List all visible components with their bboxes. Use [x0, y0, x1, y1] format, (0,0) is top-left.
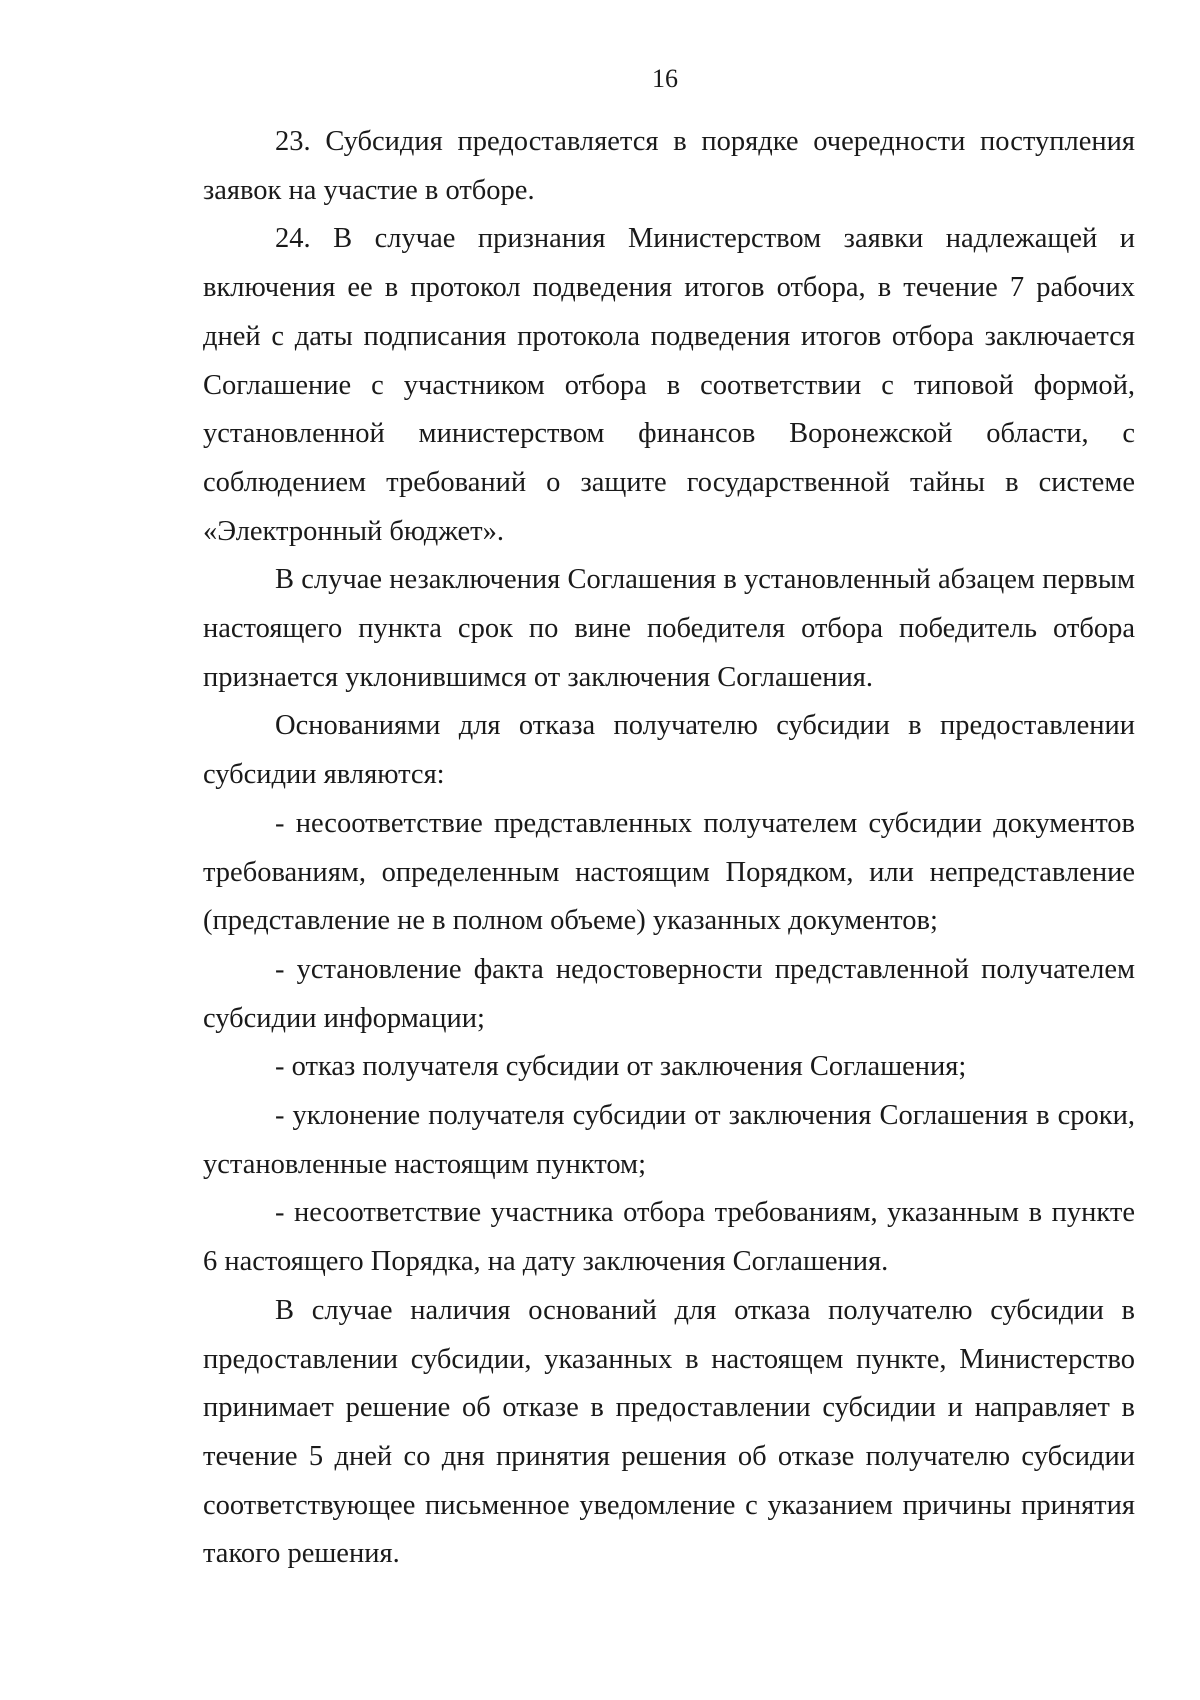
- list-item-document-mismatch: - несоответствие представленных получателем субсидии документов требованиям, определенным настоящим Порядком, или непредставление (представление не в полном объеме) указанных документов;: [203, 807, 1135, 937]
- paragraph-24: 24. В случае признания Министерством заявки надлежащей и включения ее в протокол подведения итогов отбора, в течение 7 рабочих дней с даты подписания протокола подведения итогов отбора заключается Соглашение с участником отбора в соответствии с типовой формой, установленной министерством финансов Воронежской области, с соблюдением требований о защите государственной тайны в системе «Электронный бюджет».: [203, 223, 1135, 547]
- paragraph-23: 23. Субсидия предоставляется в порядке очередности поступления заявок на участие в отборе.: [203, 126, 1135, 206]
- paragraph-refusal-grounds: Основаниями для отказа получателю субсидии в предоставлении субсидии являются:: [203, 710, 1135, 791]
- paragraph-non-conclusion: В случае незаключения Соглашения в установленный абзацем первым настоящего пункта срок по вине победителя отбора победитель отбора признается уклонившимся от заключения Соглашения.: [203, 564, 1135, 693]
- list-item-participant-mismatch: - несоответствие участника отбора требованиям, указанным в пункте 6 настоящего Порядка, на дату заключения Соглашения.: [203, 1197, 1135, 1278]
- paragraph-refusal-decision: В случае наличия оснований для отказа получателю субсидии в предоставлении субсидии, указанных в настоящем пункте, Министерство принимает решение об отказе в предоставлении субсидии и направляет в течение 5 дней со дня принятия решения об отказе получателю субсидии соответствующее письменное уведомление с указанием причины принятия такого решения.: [203, 1294, 1135, 1570]
- page-number: 16: [652, 64, 678, 93]
- list-item-false-information: - установление факта недостоверности представленной получателем субсидии информации;: [203, 953, 1135, 1034]
- list-item-agreement-refusal: - отказ получателя субсидии от заключения Соглашения;: [275, 1051, 967, 1083]
- document-body: [203, 118, 1135, 1579]
- list-item-agreement-evasion: - уклонение получателя субсидии от заключения Соглашения в сроки, установленные настоящим пунктом;: [203, 1100, 1135, 1180]
